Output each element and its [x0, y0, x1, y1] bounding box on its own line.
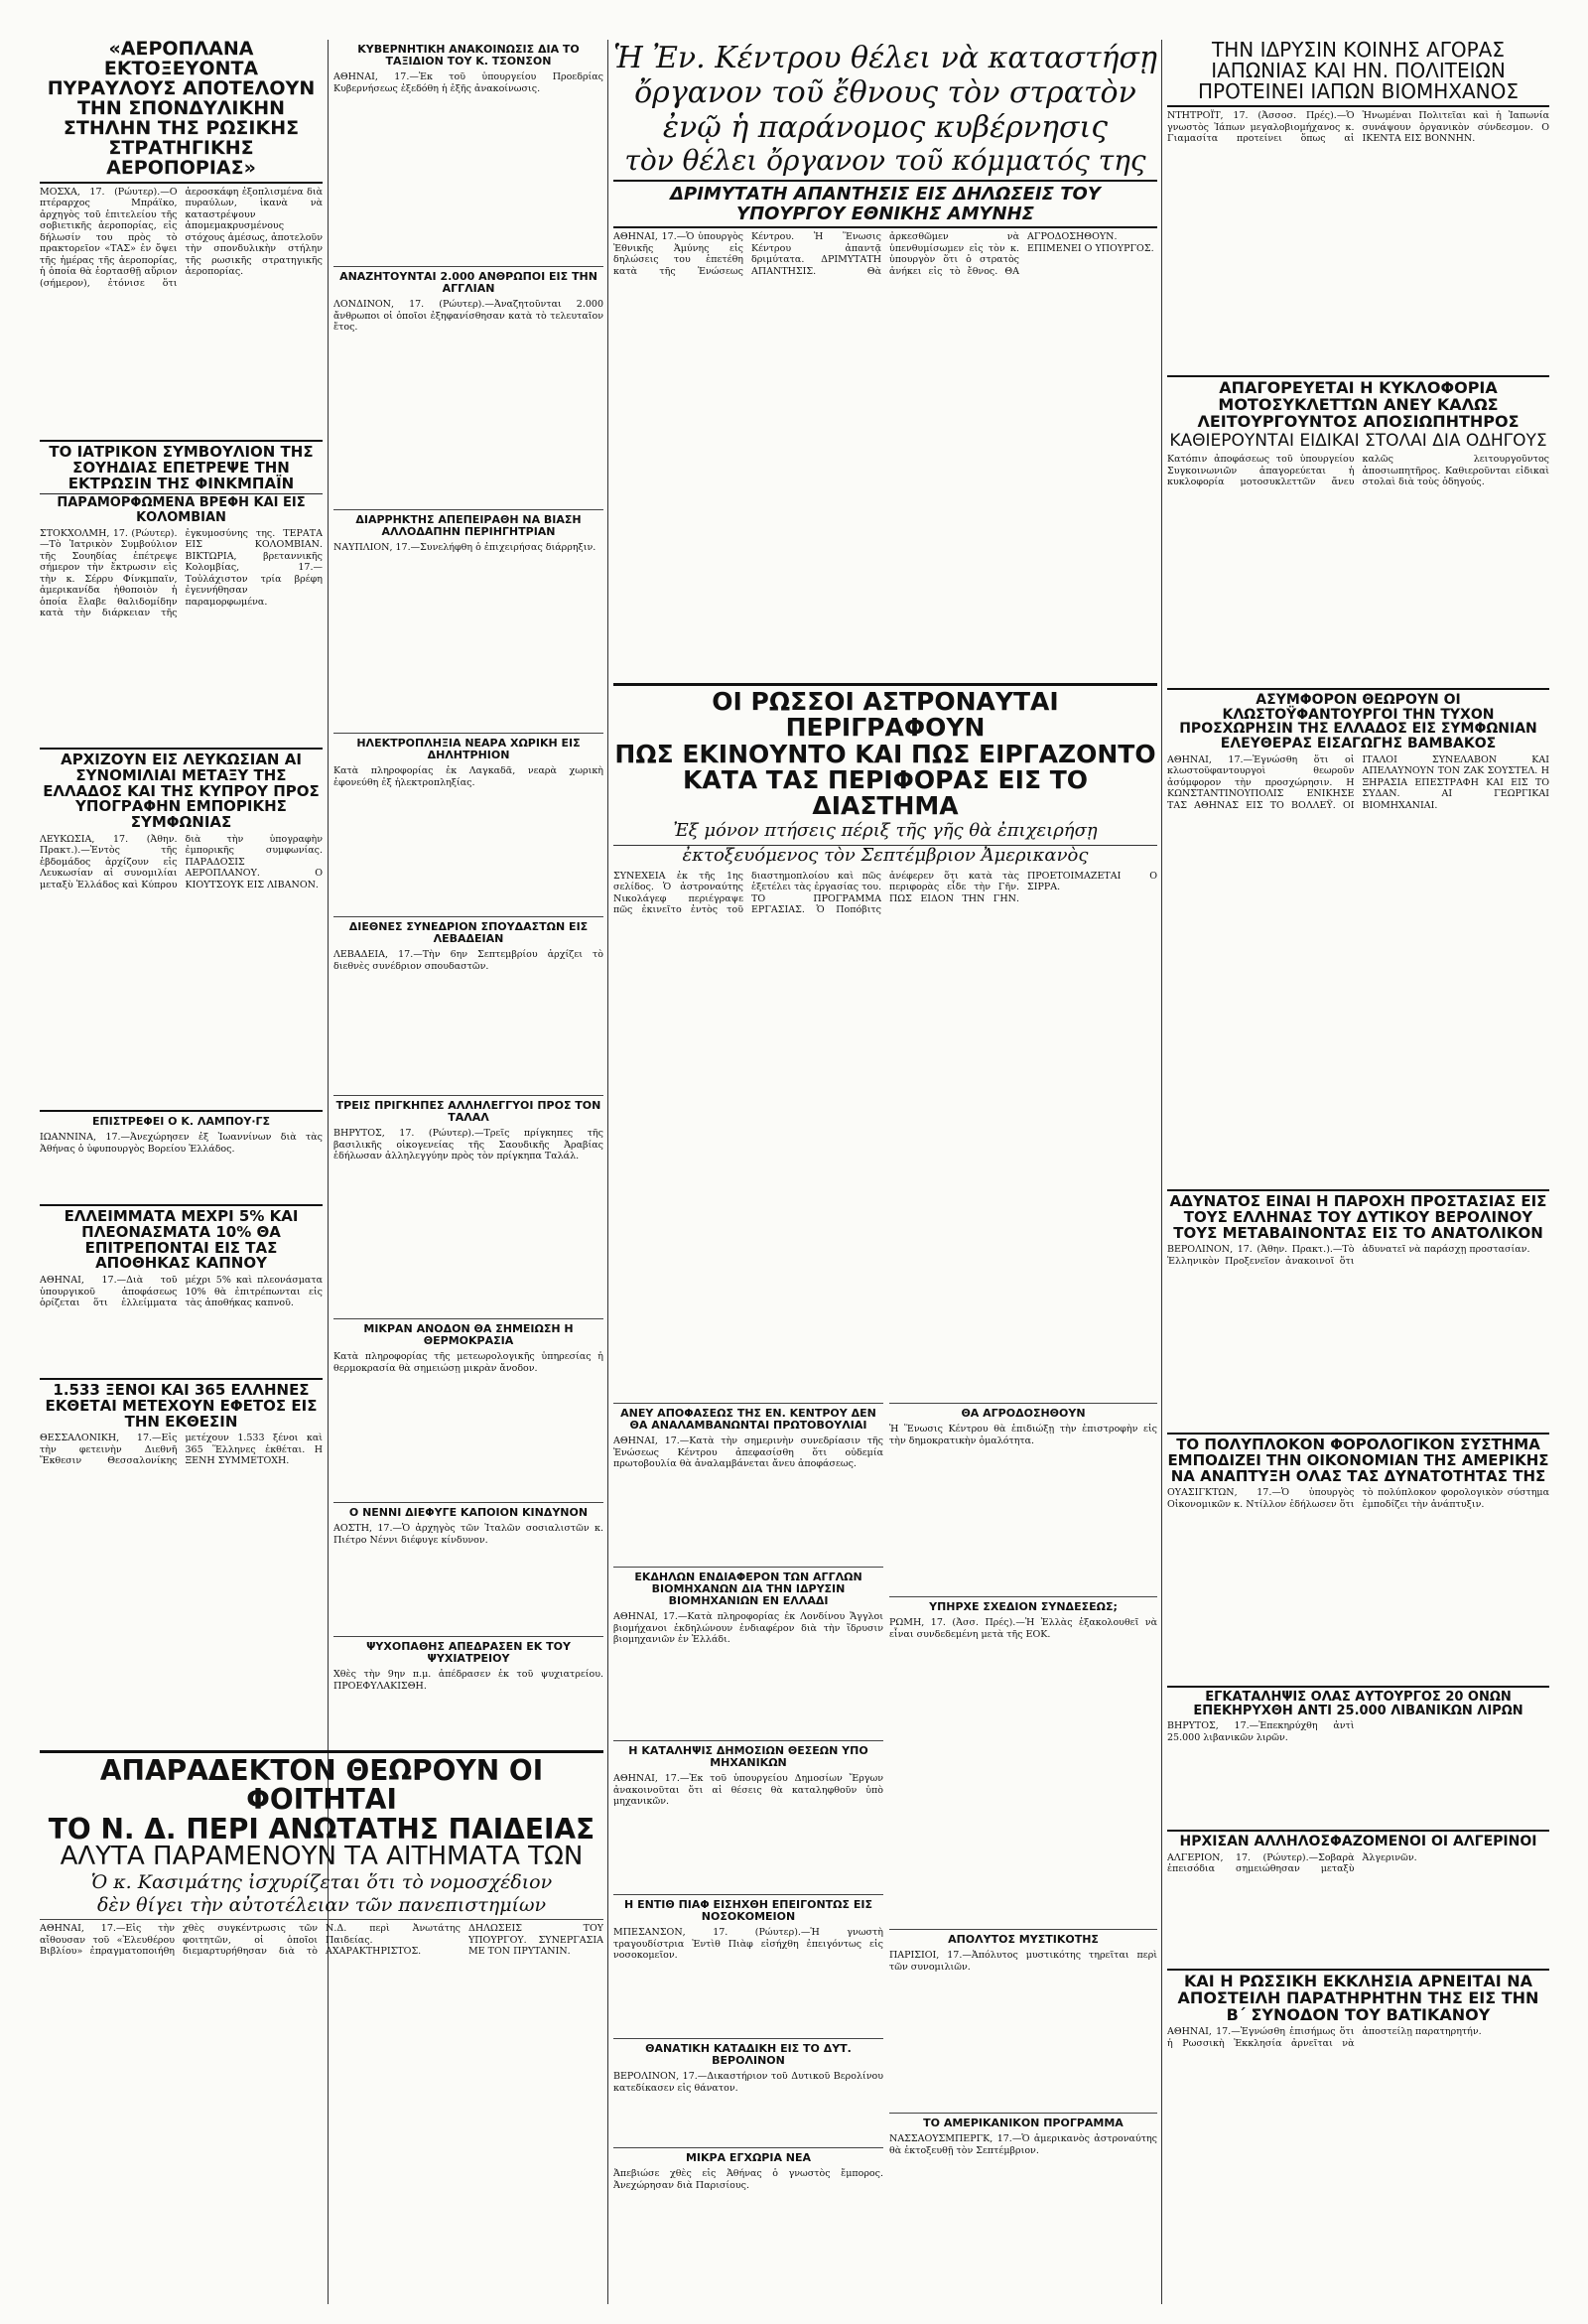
article-piaf: [613, 1891, 883, 2030]
article-thalidomide: [40, 437, 323, 735]
article-bounty: [1167, 1683, 1549, 1822]
headline: Η ΚΑΤΑΛΗΨΙΣ ΔΗΜΟΣΙΩΝ ΘΕΣΕΩΝ ΥΠΟ ΜΗΧΑΝΙΚΩΝ: [628, 1744, 868, 1769]
headline: ΗΡΧΙΣΑΝ ΑΛΛΗΛΟΣΦΑΖΟΜΕΝΟΙ ΟΙ ΑΛΓΕΡΙΝΟΙ: [1179, 1834, 1537, 1849]
subheadline: Ὁ κ. Κασιμάτης ἰσχυρίζεται ὅτι τὸ νομοσχέδιον: [90, 1871, 553, 1894]
article-body: Κατὰ πληροφορίας ἐκ Λαγκαδᾶ, νεαρὰ χωρικὴ ἐφονεύθη ἐξ ἠλεκτροπληξίας.: [333, 765, 603, 788]
article-student-congress: [333, 913, 603, 1087]
article-body: ΜΠΕΣΑΝΣΟΝ, 17. (Ρώυτερ).—Ἡ γνωστὴ τραγουδίστρια Ἐντὶθ Πιὰφ εἰσήχθη ἐπειγόντως εἰς νοσοκομεῖον.: [613, 1927, 883, 1961]
headline: Η ΕΝΤΙΘ ΠΙΑΦ ΕΙΣΗΧΘΗ ΕΠΕΙΓΟΝΤΩΣ ΕΙΣ ΝΟΣΟΚΟΜΕΙΟΝ: [624, 1898, 872, 1923]
article-right-sub-3: [889, 1926, 1157, 2105]
article-body: ΝΤΗΤΡΟΪΤ, 17. (Ἀσσοσ. Πρές).—Ὁ γνωστὸς Ἰάπων μεγαλοβιομήχανος κ. Γιαμασίτα προτείνει ὅπως αἱ Ἡνωμέναι Πολιτεῖαι καὶ ἡ Ἰαπωνία συνάψουν ὀργανικὸν σύνδεσμον. Ο ΙΚΕΝΤΑ ΕΙΣ ΒΟΝΝΗΝ.: [1167, 110, 1549, 144]
headline: 1.533 ΞΕΝΟΙ ΚΑΙ 365 ΕΛΛΗΝΕΣ ΕΚΘΕΤΑΙ ΜΕΤΕΧΟΥΝ ΕΦΕΤΟΣ ΕΙΣ ΤΗΝ ΕΚΘΕΣΙΝ: [45, 1381, 318, 1431]
headline: ΕΠΙΣΤΡΕΦΕΙ Ο Κ. ΛΑΜΠΟΥ·ΓΣ: [91, 1115, 271, 1128]
headline-line: ὄργανον τοῦ ἔθνους τὸν στρατὸν: [634, 75, 1136, 110]
article-body: ΠΑΡΙΣΙΟΙ, 17.—Ἀπόλυτος μυστικότης τηρεῖται περὶ τῶν συνομιλιῶν.: [889, 1950, 1157, 1973]
article-center-union-army: [613, 40, 1157, 675]
article-body: ΛΕΥΚΩΣΙΑ, 17. (Ἀθην. Πρακτ.).—Ἐντὸς τῆς ἑβδομάδος ἀρχίζουν εἰς Λευκωσίαν αἱ συνομιλίαι μεταξὺ Ἑλλάδος καὶ Κύπρου διὰ τὴν ὑπογραφὴν ἐμπορικῆς συμφωνίας. ΠΑΡΑΔΟΣΙΣ ΑΕΡΟΠΛΑΝΟΥ. Ο ΚΙΟΥΤΣΟΥΚ ΕΙΣ ΛΙΒΑΝΟΝ.: [40, 833, 323, 890]
headline: ΔΙΕΘΝΕΣ ΣΥΝΕΔΡΙΟΝ ΣΠΟΥΔΑΣΤΩΝ ΕΙΣ ΛΕΒΑΔΕΙΑΝ: [348, 920, 589, 945]
headline: ΤΟ ΠΟΛΥΠΛΟΚΟΝ ΦΟΡΟΛΟΓΙΚΟΝ ΣΥΣΤΗΜΑ ΕΜΠΟΔΙΖΕΙ ΤΗΝ ΟΙΚΟΝΟΜΙΑΝ ΤΗΣ ΑΜΕΡΙΚΗΣ ΝΑ ΑΝΑΠΤΥΞΗ ΟΛΑΣ ΤΑΣ ΔΥΝΑΤΟΤΗΤΑΣ ΤΗΣ: [1167, 1435, 1549, 1485]
headline: ΤΟ ΑΜΕΡΙΚΑΝΙΚΟΝ ΠΡΟΓΡΑΜΜΑ: [923, 2117, 1124, 2129]
subheadline: ΠΑΡΑΜΟΡΦΩΜΕΝΑ ΒΡΕΦΗ ΚΑΙ ΕΙΣ ΚΟΛΟΜΒΙΑΝ: [40, 493, 323, 525]
article-russian-church: [1167, 1966, 1549, 2303]
article-body: Ἡ Ἕνωσις Κέντρου θὰ ἐπιδιώξῃ τὴν ἐπιστροφὴν εἰς τὴν δημοκρατικὴν ὁμαλότητα.: [889, 1424, 1157, 1446]
article-death-sentence: [613, 2035, 883, 2139]
article-nenni: [333, 1499, 603, 1628]
article-body: ΣΥΝΕΧΕΙΑ ἐκ τῆς 1ης σελίδος. Ὁ ἀστροναύτης Νικολάγεφ περιέγραψε πῶς ἐκινεῖτο ἐντὸς τοῦ διαστημοπλοίου καὶ πῶς ἐξετέλει τὰς ἐργασίας του. ΤΟ ΠΡΟΓΡΑΜΜΑ ΕΡΓΑΣΙΑΣ. Ὁ Ποπόβιτς ἀνέφερεν ὅτι κατὰ τὰς περιφορὰς εἶδε τὴν Γῆν. ΠΩΣ ΕΙΔΟΝ ΤΗΝ ΓΗΝ. ΠΡΟΕΤΟΙΜΑΖΕΤΑΙ Ο ΣΙΡΡΑ.: [613, 870, 1157, 916]
headline: ΑΠΟΛΥΤΟΣ ΜΥΣΤΙΚΟΤΗΣ: [948, 1933, 1099, 1946]
article-rocket-planes: [40, 40, 323, 427]
article-body: ΛΟΝΔΙΝΟΝ, 17. (Ρώυτερ).—Ἀναζητοῦνται 2.000 ἄνθρωποι οἱ ὁποῖοι ἐξηφανίσθησαν κατὰ τὸ τελευταῖον ἔτος.: [333, 299, 603, 333]
article-body: ΡΩΜΗ, 17. (Ἀσσ. Πρές).—Ἡ Ἑλλὰς ἐξακολουθεῖ νὰ εἶναι συνδεδεμένη μετὰ τῆς ΕΟΚ.: [889, 1617, 1157, 1640]
headline: ΨΥΧΟΠΑΘΗΣ ΑΠΕΔΡΑΣΕΝ ΕΚ ΤΟΥ ΨΥΧΙΑΤΡΕΙΟΥ: [366, 1640, 571, 1665]
article-body: ΑΘΗΝΑΙ, 17.—Ἐκ τοῦ ὑπουργείου Δημοσίων Ἔργων ἀνακοινοῦται ὅτι αἱ θέσεις θὰ καταληφθοῦν ὑπὸ μηχανικῶν.: [613, 1773, 883, 1807]
headline-line: τὸν θέλει ὄργανον τοῦ κόμματός της: [624, 144, 1146, 177]
article-british-industry: [613, 1564, 883, 1732]
article-body: ΒΕΡΟΛΙΝΟΝ, 17.—Δικαστήριον τοῦ Δυτικοῦ Βερολίνου κατεδίκασεν εἰς θάνατον.: [613, 2071, 883, 2094]
article-lambou: [40, 1107, 323, 1196]
article-body: ΙΩΑΝΝΙΝΑ, 17.—Ἀνεχώρησεν ἐξ Ἰωαννίνων διὰ τὰς Ἀθήνας ὁ ὑφυπουργὸς Βορείου Ἑλλάδος.: [40, 1132, 323, 1155]
subheadline: ΚΑΘΙΕΡΟΥΝΤΑΙ ΕΙΔΙΚΑΙ ΣΤΟΛΑΙ ΔΙΑ ΟΔΗΓΟΥΣ: [1169, 431, 1547, 452]
article-body: ΑΘΗΝΑΙ, 17.—Εἰς τὴν αἴθουσαν τοῦ «Ἐλευθέρου Βιβλίου» ἐπραγματοποιήθη χθὲς συγκέντρωσις τῶν φοιτητῶν, οἱ ὁποῖοι διεμαρτυρήθησαν διὰ τὸ Ν.Δ. περὶ Ἀνωτάτης Παιδείας. ΑΧΑΡΑΚΤΗΡΙΣΤΟΣ. ΔΗΛΩΣΕΙΣ ΤΟΥ ΥΠΟΥΡΓΟΥ. ΣΥΝΕΡΓΑΣΙΑ ΜΕ ΤΟΝ ΠΡΥΤΑΝΙΝ.: [40, 1923, 603, 1958]
article-engineers: [613, 1737, 883, 1886]
article-body: ΒΕΡΟΛΙΝΟΝ, 17. (Ἀθην. Πρακτ.).—Τὸ Ἑλληνικὸν Προξενεῖον ἀνακοινοῖ ὅτι ἀδυνατεῖ νὰ παράσχῃ προστασίαν.: [1167, 1244, 1530, 1267]
article-textile: [1167, 685, 1549, 1181]
article-body: Κατόπιν ἀποφάσεως τοῦ ὑπουργείου Συγκοινωνιῶν ἀπαγορεύεται ἡ κυκλοφορία μοτοσυκλεττῶν ἄνευ καλῶς λειτουργοῦντος ἀποσιωπητῆρος. Καθιεροῦνται εἰδικαὶ στολαὶ διὰ τοὺς ὁδηγούς.: [1167, 454, 1549, 488]
headline: ΗΛΕΚΤΡΟΠΛΗΞΙΑ ΝΕΑΡΑ ΧΩΡΙΚΗ ΕΙΣ ΔΗΛΗΤΡΗΙΟΝ: [356, 737, 581, 761]
headline: ΕΓΚΑΤΑΛΗΨΙΣ ΟΛΑΣ ΑΥΤΟΥΡΓΟΣ 20 ΟΝΩΝ ΕΠΕΚΗΡΥΧΘΗ ΑΝΤΙ 25.000 ΛΙΒΑΝΙΚΩΝ ΛΙΡΩΝ: [1193, 1690, 1523, 1718]
article-body: ΜΟΣΧΑ, 17. (Ρώυτερ).—Ο πτέραρχος Μπράϊκο, ἀρχηγὸς τοῦ ἐπιτελείου τῆς σοβιετικῆς ἀεροπορίας, εἰς δήλωσίν του πρὸς τὸ πρακτορεῖον «ΤΑΣ» ἐν ὄψει τῆς ἡμέρας τῆς ἀεροπορίας, ἡ ὁποία θὰ ἑορτασθῇ αὔριον (σήμερον), ἐτόνισε ὅτι ἀεροσκάφη ἐξοπλισμένα διὰ πυραύλων, ἱκανὰ νὰ καταστρέψουν ἀπομεμακρυσμένους στόχους ἀμέσως, ἀποτελοῦν τὴν σπονδυλικὴν στήλην τῆς ρωσικῆς στρατηγικῆς ἀεροπορίας.: [40, 186, 323, 289]
column-rule: [607, 40, 608, 2304]
article-body: ΒΗΡΥΤΟΣ, 17.—Ἐπεκηρύχθη ἀντὶ 25.000 λιβανικῶν λιρῶν.: [1167, 1720, 1355, 1743]
article-burglar: [333, 506, 603, 725]
article-body: Ἀπεβιώσε χθὲς εἰς Ἀθήνας ὁ γνωστὸς ἔμπορος. Ἀνεχώρησαν διὰ Παρισίους.: [613, 2168, 883, 2191]
subheadline: δὲν θίγει τὴν αὐτοτέλειαν τῶν πανεπιστημίων: [96, 1894, 547, 1917]
headline-line: ΚΑΤΑ ΤΑΣ ΠΕΡΙΦΟΡΑΣ ΕΙΣ ΤΟ ΔΙΑΣΤΗΜΑ: [682, 764, 1089, 820]
article-us-tax: [1167, 1430, 1549, 1678]
column-rule: [1161, 40, 1162, 2304]
headline-line: ΤΟ Ν. Δ. ΠΕΡΙ ΑΝΩΤΑΤΗΣ ΠΑΙΔΕΙΑΣ: [48, 1812, 596, 1846]
headline-line: ἐνῷ ἡ παράνομος κυβέρνησις: [662, 110, 1109, 145]
article-right-sub-4: [889, 2110, 1157, 2303]
article-body: ΣΤΟΚΧΟΛΜΗ, 17. (Ρώυτερ).—Τὸ Ἰατρικὸν Συμβούλιον τῆς Σουηδίας ἐπέτρεψε σήμερον τὴν ἔκτρωσιν εἰς τὴν κ. Σέρρυ Φίνκμπαϊν, ἀμερικανίδα ἡθοποιὸν ἡ ὁποία ἔλαβε θαλιδομίδην κατὰ τὴν διάρκειαν τῆς ἐγκυμοσύνης της. ΤΕΡΑΤΑ ΕΙΣ ΚΟΛΟΜΒΙΑΝ. ΒΙΚΤΩΡΙΑ, βρεταννικῆς Κολομβίας, 17.—Τοὐλάχιστον τρία βρέφη ἐγεννήθησαν παραμορφωμένα.: [40, 527, 323, 619]
subheadline: Ἐξ μόνον πτήσεις πέριξ τῆς γῆς θὰ ἐπιχειρήσῃ: [673, 820, 1098, 842]
headline: ΑΡΧΙΖΟΥΝ ΕΙΣ ΛΕΥΚΩΣΙΑΝ ΑΙ ΣΥΝΟΜΙΛΙΑΙ ΜΕΤΑΞΥ ΤΗΣ ΕΛΛΑΔΟΣ ΚΑΙ ΤΗΣ ΚΥΠΡΟΥ ΠΡΟΣ ΥΠΟΓΡΑΦΗΝ ΕΜΠΟΡΙΚΗΣ ΣΥΜΦΩΝΙΑΣ: [43, 751, 320, 831]
article-body: ΑΘΗΝΑΙ, 17.—Ὁ ὑπουργὸς Ἐθνικῆς Ἀμύνης εἰς δηλώσεις του ἐπετέθη κατὰ τῆς Ἑνώσεως Κέντρου. Ἡ Ἕνωσις Κέντρου ἀπαντᾷ δριμύτατα. ΔΡΙΜΥΤΑΤΗ ΑΠΑΝΤΗΣΙΣ. Θὰ ἀρκεσθῶμεν νὰ ὑπενθυμίσωμεν εἰς τὸν κ. ὑπουργὸν ὅτι ὁ στρατὸς ἀνήκει εἰς τὸ ἔθνος. ΘΑ ΑΓΡΟΔΟΣΗΘΟΥΝ. ΕΠΙΜΕΝΕΙ Ο ΥΠΟΥΡΓΟΣ.: [613, 231, 1154, 277]
article-body: ΑΘΗΝΑΙ, 17.—Ἐκ τοῦ ὑπουργείου Προεδρίας Κυβερνήσεως ἐξεδόθη ἡ ἑξῆς ἀνακοίνωσις.: [333, 71, 603, 94]
article-temperature: [333, 1315, 603, 1494]
headline: ΤΗΝ ΙΔΡΥΣΙΝ ΚΟΙΝΗΣ ΑΓΟΡΑΣ ΙΑΠΩΝΙΑΣ ΚΑΙ ΗΝ. ΠΟΛΙΤΕΙΩΝ ΠΡΟΤΕΙΝΕΙ ΙΑΠΩΝ ΒΙΟΜΗΧΑΝΟΣ: [1197, 40, 1520, 103]
article-berlin-greeks: [1167, 1186, 1549, 1425]
headline: Ο ΝΕΝΝΙ ΔΙΕΦΥΓΕ ΚΑΠΟΙΟΝ ΚΙΝΔΥΝΟΝ: [348, 1506, 589, 1519]
article-right-sub-2: [889, 1593, 1157, 1921]
article-exhibition: [40, 1375, 323, 1708]
headline: «ΑΕΡΟΠΛΑΝΑ ΕΚΤΟΞΕΥΟΝΤΑ ΠΥΡΑΥΛΟΥΣ ΑΠΟΤΕΛΟΥΝ ΤΗΝ ΣΠΟΝΔΥΛΙΚΗΝ ΣΤΗΛΗΝ ΤΗΣ ΡΩΣΙΚΗΣ ΣΤΡΑΤΗΓΙΚΗΣ ΑΕΡΟΠΟΡΙΑΣ»: [47, 40, 316, 179]
headline: ΑΠΑΓΟΡΕΥΕΤΑΙ Η ΚΥΚΛΟΦΟΡΙΑ ΜΟΤΟΣΥΚΛΕΤΤΩΝ ΑΝΕΥ ΚΑΛΩΣ ΛΕΙΤΟΥΡΓΟΥΝΤΟΣ ΑΠΟΣΙΩΠΗΤΗΡΟΣ: [1197, 378, 1520, 431]
article-local-news: [613, 2144, 883, 2303]
article-electrocution: [333, 730, 603, 908]
article-body: Κατὰ πληροφορίας τῆς μετεωρολογικῆς ὑπηρεσίας ἡ θερμοκρασία θὰ σημειώσῃ μικρὰν ἄνοδον.: [333, 1351, 603, 1374]
headline-line: ΑΠΑΡΑΔΕΚΤΟΝ ΘΕΩΡΟΥΝ ΟΙ ΦΟΙΤΗΤΑΙ: [99, 1754, 544, 1817]
article-body: Χθὲς τὴν 9ην π.μ. ἀπέδρασεν ἐκ τοῦ ψυχιατρείου. ΠΡΟΕΦΥΛΑΚΙΣΘΗ.: [333, 1669, 603, 1692]
headline: ΑΝΑΖΗΤΟΥΝΤΑΙ 2.000 ΑΝΘΡΩΠΟΙ ΕΙΣ ΤΗΝ ΑΓΓΛΙΑΝ: [339, 270, 597, 295]
article-students: [40, 1747, 603, 2303]
article-body: ΛΕΒΑΔΕΙΑ, 17.—Τὴν 6ην Σεπτεμβρίου ἀρχίζει τὸ διεθνὲς συνέδριον σπουδαστῶν.: [333, 949, 603, 972]
article-body: ΑΟΣΤΗ, 17.—Ὁ ἀρχηγὸς τῶν Ἰταλῶν σοσιαλιστῶν κ. Πιέτρο Νέννι διέφυγε κίνδυνον.: [333, 1523, 603, 1546]
headline: ΚΥΒΕΡΝΗΤΙΚΗ ΑΝΑΚΟΙΝΩΣΙΣ ΔΙΑ ΤΟ ΤΑΞΙΔΙΟΝ ΤΟΥ Κ. ΤΣΟΝΣΟΝ: [357, 43, 580, 68]
headline: ΑΔΥΝΑΤΟΣ ΕΙΝΑΙ Η ΠΑΡΟΧΗ ΠΡΟΣΤΑΣΙΑΣ ΕΙΣ ΤΟΥΣ ΕΛΛΗΝΑΣ ΤΟΥ ΔΥΤΙΚΟΥ ΒΕΡΟΛΙΝΟΥ ΤΟΥΣ ΜΕΤΑΒΑΙΝΟΝΤΑΣ ΕΙΣ ΤΟ ΑΝΑΤΟΛΙΚΟΝ: [1169, 1192, 1547, 1242]
headline: ΕΚΔΗΛΩΝ ΕΝΔΙΑΦΕΡΟΝ ΤΩΝ ΑΓΓΛΩΝ ΒΙΟΜΗΧΑΝΩΝ ΔΙΑ ΤΗΝ ΙΔΡΥΣΙΝ ΒΙΟΜΗΧΑΝΙΩΝ ΕΝ ΕΛΛΑΔΙ: [634, 1571, 862, 1607]
article-body: ΑΘΗΝΑΙ, 17.—Ἐγνώσθη ὅτι οἱ κλωστοϋφαντουργοὶ θεωροῦν ἀσύμφορον τὴν προσχώρησιν. Η ΚΩΝΣΤΑΝΤΙΝΟΥΠΟΛΙΣ ΕΝΙΚΗΣΕ ΤΑΣ ΑΘΗΝΑΣ ΕΙΣ ΤΟ ΒΟΛΛΕΫ. ΟΙ ΙΤΑΛΟΙ ΣΥΝΕΛΑΒΟΝ ΚΑΙ ΑΠΕΛΑΥΝΟΥΝ ΤΟΝ ΖΑΚ ΣΟΥΣΤΕΛ. Η ΞΗΡΑΣΙΑ ΕΠΕΣΤΡΑΦΗ ΚΑΙ ΕΙΣ ΤΟ ΣΥΔΑΝ. ΑΙ ΓΕΩΡΓΙΚΑΙ ΒΙΟΜΗΧΑΝΙΑΙ.: [1167, 753, 1549, 811]
article-psychiatric: [333, 1633, 603, 1742]
article-cyprus-trade: [40, 745, 323, 1102]
headline: ΥΠΗΡΧΕ ΣΧΕΔΙΟΝ ΣΥΝΔΕΣΕΩΣ;: [929, 1600, 1118, 1613]
headline: ΑΣΥΜΦΟΡΟΝ ΘΕΩΡΟΥΝ ΟΙ ΚΛΩΣΤΟΫΦΑΝΤΟΥΡΓΟΙ ΤΗΝ ΤΥΧΟΝ ΠΡΟΣΧΩΡΗΣΙΝ ΤΗΣ ΕΛΛΑΔΟΣ ΕΙΣ ΣΥΜΦΩΝΙΑΝ ΕΛΕΥΘΕΡΑΣ ΕΙΣΑΓΩΓΗΣ ΒΑΜΒΑΚΟΣ: [1179, 692, 1537, 752]
article-body: ΘΕΣΣΑΛΟΝΙΚΗ, 17.—Εἰς τὴν φετεινὴν Διεθνῆ Ἔκθεσιν Θεσσαλονίκης μετέχουν 1.533 ξένοι καὶ 365 Ἕλληνες ἐκθέται. Η ΞΕΝΗ ΣΥΜΜΕΤΟΧΗ.: [40, 1433, 323, 1467]
article-body: ΟΥΑΣΙΓΚΤΩΝ, 17.—Ὁ ὑπουργὸς Οἰκονομικῶν κ. Ντίλλον ἐδήλωσεν ὅτι τὸ πολύπλοκον φορολογικὸν σύστημα ἐμποδίζει τὴν ἀνάπτυξιν.: [1167, 1487, 1549, 1510]
headline-line: Ἡ Ἐν. Κέντρου θέλει νὰ καταστήσῃ: [613, 41, 1157, 75]
headline: ΘΑΝΑΤΙΚΗ ΚΑΤΑΔΙΚΗ ΕΙΣ ΤΟ ΔΥΤ. ΒΕΡΟΛΙΝΟΝ: [645, 2042, 852, 2067]
headline: ΘΑ ΑΓΡΟΔΟΣΗΘΟΥΝ: [961, 1407, 1086, 1420]
headline: ΔΙΑΡΡΗΚΤΗΣ ΑΠΕΠΕΙΡΑΘΗ ΝΑ ΒΙΑΣΗ ΑΛΛΟΔΑΠΗΝ ΠΕΡΙΗΓΗΤΡΙΑΝ: [355, 513, 582, 538]
article-japan-us-market: [1167, 40, 1549, 367]
article-johnson-trip: [333, 40, 603, 258]
article-no-initiatives: [613, 1400, 883, 1559]
headline: ΤΡΕΙΣ ΠΡΙΓΚΗΠΕΣ ΑΛΛΗΛΕΓΓΥΟΙ ΠΡΟΣ ΤΟΝ ΤΑΛΑΛ: [335, 1099, 601, 1124]
headline-line: ΠΩΣ ΕΚΙΝΟΥΝΤΟ ΚΑΙ ΠΩΣ ΕΙΡΓΑΖΟΝΤΟ: [614, 739, 1156, 768]
article-body: ΑΛΓΕΡΙΟΝ, 17. (Ρώυτερ).—Σοβαρὰ ἐπεισόδια σημειώθησαν μεταξὺ Ἀλγερινῶν.: [1167, 1851, 1417, 1875]
headline: ΚΑΙ Η ΡΩΣΣΙΚΗ ΕΚΚΛΗΣΙΑ ΑΡΝΕΙΤΑΙ ΝΑ ΑΠΟΣΤΕΙΛΗ ΠΑΡΑΤΗΡΗΤΗΝ ΤΗΣ ΕΙΣ ΤΗΝ Β΄ ΣΥΝΟΔΟΝ ΤΟΥ ΒΑΤΙΚΑΝΟΥ: [1177, 1972, 1539, 2024]
article-body: ΑΘΗΝΑΙ, 17.—Κατὰ πληροφορίας ἐκ Λονδίνου Ἄγγλοι βιομήχανοι ἐκδηλώνουν ἐνδιαφέρον διὰ τὴν ἵδρυσιν βιομηχανιῶν ἐν Ἑλλάδι.: [613, 1611, 883, 1645]
headline: ΜΙΚΡΑΝ ΑΝΟΔΟΝ ΘΑ ΣΗΜΕΙΩΣΗ Η ΘΕΡΜΟΚΡΑΣΙΑ: [363, 1322, 574, 1347]
article-body: ΑΘΗΝΑΙ, 17.—Ἐγνώσθη ἐπισήμως ὅτι ἡ Ρωσσικὴ Ἐκκλησία ἀρνεῖται νὰ ἀποστείλῃ παρατηρητήν.: [1167, 2026, 1482, 2049]
article-princes: [333, 1092, 603, 1310]
article-body: ΑΘΗΝΑΙ, 17.—Διὰ τοῦ ὑπουργικοῦ ἀποφάσεως ὁρίζεται ὅτι ἐλλείμματα μέχρι 5% καὶ πλεονάσματα 10% θὰ ἐπιτρέπωνται εἰς τὰς ἀποθήκας καπνοῦ.: [40, 1275, 323, 1308]
headline: ΑΝΕΥ ΑΠΟΦΑΣΕΩΣ ΤΗΣ ΕΝ. ΚΕΝΤΡΟΥ ΔΕΝ ΘΑ ΑΝΑΛΑΜΒΑΝΩΝΤΑΙ ΠΡΩΤΟΒΟΥΛΙΑΙ: [620, 1407, 876, 1432]
article-missing-people: [333, 263, 603, 501]
article-right-sub-1: [889, 1400, 1157, 1588]
article-motorcycles: [1167, 372, 1549, 680]
article-body: ΝΑΥΠΛΙΟΝ, 17.—Συνελήφθη ὁ ἐπιχειρήσας διάρρηξιν.: [333, 542, 596, 553]
headline-line: ΑΛΥΤΑ ΠΑΡΑΜΕΝΟΥΝ ΤΑ ΑΙΤΗΜΑΤΑ ΤΩΝ: [60, 1842, 584, 1872]
article-body: ΒΗΡΥΤΟΣ, 17. (Ρώυτερ).—Τρεῖς πρίγκηπες τῆς βασιλικῆς οἰκογενείας τῆς Σαουδικῆς Ἀραβίας ἐδήλωσαν ἀλληλεγγύην πρὸς τὸν πρίγκηπα Ταλάλ.: [333, 1128, 603, 1162]
article-body: ΑΘΗΝΑΙ, 17.—Κατὰ τὴν σημερινὴν συνεδρίασιν τῆς Ἑνώσεως Κέντρου ἀπεφασίσθη ὅτι οὐδεμία πρωτοβουλία θὰ ἀναλαμβάνεται ἄνευ ἀποφάσεως.: [613, 1435, 883, 1469]
article-body: ΝΑΣΣΑΟΥΣΜΠΕΡΓΚ, 17.—Ὁ ἀμερικανὸς ἀστροναύτης θὰ ἐκτοξευθῇ τὸν Σεπτέμβριον.: [889, 2133, 1157, 2156]
subheadline: ἐκτοξευόμενος τὸν Σεπτέμβριον Ἀμερικανὸς: [613, 845, 1157, 866]
headline-line: ΟΙ ΡΩΣΣΟΙ ΑΣΤΡΟΝΑΥΤΑΙ ΠΕΡΙΓΡΑΦΟΥΝ: [712, 687, 1059, 743]
headline: ΤΟ ΙΑΤΡΙΚΟΝ ΣΥΜΒΟΥΛΙΟΝ ΤΗΣ ΣΟΥΗΔΙΑΣ ΕΠΕΤΡΕΨΕ ΤΗΝ ΕΚΤΡΩΣΙΝ ΤΗΣ ΦΙΝΚΜΠΑΪΝ: [49, 443, 314, 492]
headline: ΜΙΚΡΑ ΕΓΧΩΡΙΑ ΝΕΑ: [685, 2151, 812, 2164]
article-algerians: [1167, 1827, 1549, 1961]
article-tobacco: [40, 1201, 323, 1370]
headline: ΕΛΛΕΙΜΜΑΤΑ ΜΕΧΡΙ 5% ΚΑΙ ΠΛΕΟΝΑΣΜΑΤΑ 10% ΘΑ ΕΠΙΤΡΕΠΟΝΤΑΙ ΕΙΣ ΤΑΣ ΑΠΟΘΗΚΑΣ ΚΑΠΝΟΥ: [64, 1207, 299, 1273]
article-astronauts: [613, 680, 1157, 1395]
subheadline: ΔΡΙΜΥΤΑΤΗ ΑΠΑΝΤΗΣΙΣ ΕΙΣ ΔΗΛΩΣΕΙΣ ΤΟΥ ΥΠΟΥΡΓΟΥ ΕΘΝΙΚΗΣ ΑΜΥΝΗΣ: [670, 183, 1101, 224]
